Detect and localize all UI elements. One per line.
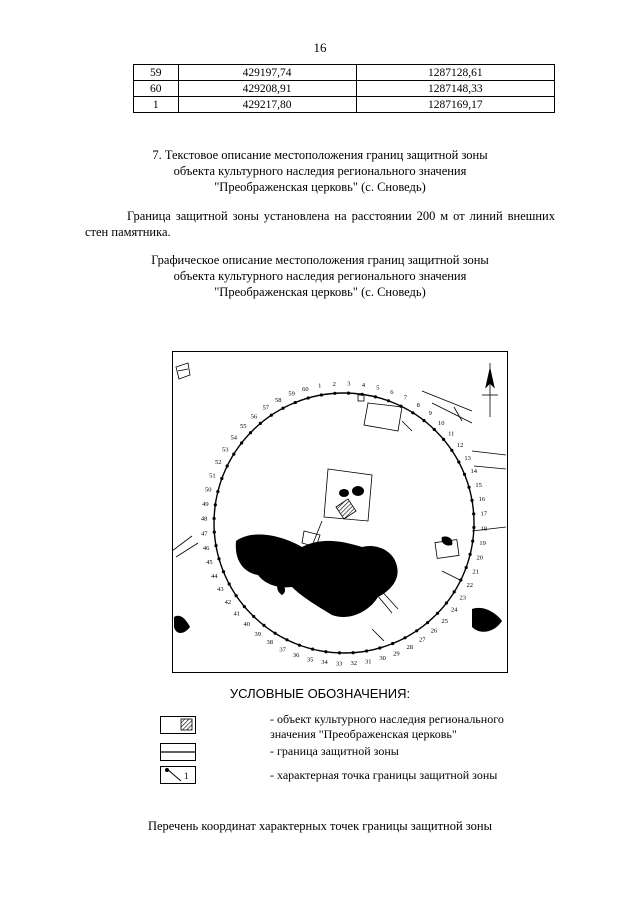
- boundary-point-label: 12: [456, 442, 464, 450]
- boundary-point-label: 41: [233, 610, 241, 618]
- boundary-point-label: 31: [365, 658, 372, 666]
- boundary-point: [214, 544, 217, 547]
- legend-point-label-text: - характерная точка границы защитной зоны: [270, 768, 498, 782]
- boundary-point: [216, 490, 219, 493]
- boundary-point: [453, 590, 456, 593]
- boundary-point-label: 36: [292, 652, 300, 660]
- boundary-point-label: 19: [479, 540, 486, 547]
- boundary-point-label: 18: [480, 525, 488, 533]
- legend-point-symbol: [160, 766, 196, 784]
- boundary-point: [222, 570, 225, 573]
- legend-boundary-symbol: [160, 743, 196, 761]
- legend-heritage-label: [270, 712, 560, 742]
- boundary-point: [232, 453, 235, 456]
- boundary-point: [213, 531, 216, 534]
- boundary-point-label: 1: [318, 382, 322, 390]
- boundary-point-label: 15: [475, 481, 482, 489]
- boundary-point-label: 50: [204, 486, 212, 494]
- boundary-point: [450, 449, 453, 452]
- boundary-point-label: 43: [217, 586, 224, 594]
- boundary-point: [465, 566, 468, 569]
- boundary-point-label: 16: [478, 496, 486, 504]
- boundary-point-label: 7: [403, 394, 408, 402]
- boundary-point-label: 45: [206, 559, 213, 567]
- boundary-point-label: 10: [438, 419, 445, 427]
- boundary-point-label: 14: [470, 468, 478, 476]
- boundary-point-label: 48: [200, 515, 208, 523]
- protection-zone-map: [172, 351, 508, 673]
- boundary-point-label: 8: [416, 401, 420, 409]
- boundary-point-label: 59: [288, 390, 295, 398]
- boundary-point: [270, 414, 273, 417]
- boundary-point-label: 44: [210, 572, 218, 580]
- boundary-point-label: 54: [230, 434, 237, 442]
- boundary-point: [228, 582, 231, 585]
- boundary-point: [352, 651, 355, 654]
- boundary-point-label: 34: [321, 659, 328, 667]
- graphic-description-heading: [0, 252, 640, 300]
- boundary-point: [294, 401, 297, 404]
- boundary-point: [374, 395, 377, 398]
- boundary-point: [433, 428, 436, 431]
- description-paragraph: Граница защитной зоны установлена на расстоянии 200 м от линий внешних стен памятника.: [85, 209, 555, 239]
- boundary-point-label: 25: [441, 617, 448, 625]
- heading-line: "Преображенская церковь" (с. Сноведь): [214, 285, 426, 299]
- boundary-point: [307, 396, 310, 399]
- section-7-heading: [0, 147, 640, 195]
- legend-heritage-symbol: [160, 716, 196, 734]
- boundary-point: [469, 553, 472, 556]
- boundary-point: [445, 601, 448, 604]
- boundary-point-label: 2: [332, 380, 336, 388]
- boundary-point: [333, 392, 336, 395]
- point-number-cell: 59: [134, 65, 179, 81]
- boundary-point-label: 17: [480, 510, 487, 518]
- boundary-point-label: 53: [222, 446, 229, 454]
- boundary-point-label: 9: [428, 410, 432, 418]
- boundary-point-label: 22: [466, 581, 474, 589]
- boundary-point-label: 13: [464, 454, 471, 462]
- boundary-point: [472, 526, 475, 529]
- boundary-point-label: 37: [279, 646, 286, 654]
- boundary-point: [235, 594, 238, 597]
- boundary-point: [298, 644, 301, 647]
- boundary-point: [347, 392, 350, 395]
- boundary-point: [324, 650, 327, 653]
- x-coordinate-cell: 429208,91: [178, 81, 356, 97]
- boundary-point-label: 39: [254, 630, 262, 638]
- y-coordinate-cell: 1287148,33: [356, 81, 554, 97]
- boundary-point: [285, 638, 288, 641]
- boundary-point: [391, 642, 394, 645]
- boundary-point-label: 29: [393, 650, 400, 658]
- boundary-point: [472, 512, 475, 515]
- boundary-point: [338, 651, 341, 654]
- heading-line: объекта культурного наследия регионального значения: [173, 164, 467, 178]
- boundary-point: [240, 441, 243, 444]
- boundary-point: [217, 557, 220, 560]
- boundary-point: [442, 438, 445, 441]
- boundary-point-label: 23: [459, 594, 466, 602]
- boundary-point-label: 32: [350, 660, 358, 668]
- boundary-point-label: 30: [379, 655, 386, 663]
- boundary-point: [213, 517, 216, 520]
- boundary-point: [422, 419, 425, 422]
- boundary-point: [243, 605, 246, 608]
- boundary-point: [320, 393, 323, 396]
- boundary-point-label: 20: [476, 554, 484, 562]
- boundary-point: [281, 407, 284, 410]
- table-row: [134, 97, 555, 113]
- boundary-point-label: 55: [240, 423, 247, 431]
- boundary-point: [252, 615, 255, 618]
- boundary-point-label: 38: [266, 639, 274, 647]
- boundary-point: [457, 460, 460, 463]
- boundary-point: [361, 393, 364, 396]
- boundary-point: [259, 422, 262, 425]
- point-number-cell: 1: [134, 97, 179, 113]
- y-coordinate-cell: 1287128,61: [356, 65, 554, 81]
- boundary-point: [463, 473, 466, 476]
- heading-line: 7. Текстовое описание местоположения границ защитной зоны: [152, 148, 488, 162]
- y-coordinate-cell: 1287169,17: [356, 97, 554, 113]
- boundary-point: [471, 540, 474, 543]
- x-coordinate-cell: 429197,74: [178, 65, 356, 81]
- boundary-point: [470, 499, 473, 502]
- x-coordinate-cell: 429217,80: [178, 97, 356, 113]
- table-row: [134, 81, 555, 97]
- boundary-point: [399, 405, 402, 408]
- boundary-point-label: 21: [472, 568, 479, 576]
- legend-text-line: - объект культурного наследия регионального: [270, 712, 504, 726]
- boundary-point-label: 56: [250, 413, 258, 421]
- boundary-point-label: 58: [275, 396, 282, 404]
- boundary-point-label: 5: [376, 384, 380, 392]
- boundary-point: [467, 486, 470, 489]
- boundary-point: [411, 411, 414, 414]
- boundary-point-label: 35: [306, 656, 314, 664]
- boundary-point-label: 26: [430, 627, 438, 635]
- boundary-point: [262, 624, 265, 627]
- boundary-point: [426, 621, 429, 624]
- boundary-point-label: 3: [347, 380, 351, 388]
- legend-point-label: 1: [184, 771, 189, 781]
- boundary-point-label: 27: [419, 636, 426, 644]
- legend-title: УСЛОВНЫЕ ОБОЗНАЧЕНИЯ:: [229, 686, 411, 701]
- boundary-point-label: 28: [406, 644, 413, 652]
- boundary-point: [378, 646, 381, 649]
- boundary-point-label: 24: [451, 606, 458, 614]
- boundary-point: [403, 636, 406, 639]
- boundary-point-label: 60: [302, 385, 309, 393]
- boundary-point: [387, 399, 390, 402]
- heading-line: "Преображенская церковь" (с. Сноведь): [214, 180, 426, 194]
- table-row: [134, 65, 555, 81]
- heading-line: объекта культурного наследия регионального значения: [173, 269, 467, 283]
- boundary-point: [436, 612, 439, 615]
- boundary-point: [311, 648, 314, 651]
- boundary-point-label: 52: [214, 459, 222, 467]
- point-number-cell: 60: [134, 81, 179, 97]
- boundary-point: [214, 503, 217, 506]
- boundary-point: [220, 477, 223, 480]
- boundary-point: [226, 464, 229, 467]
- boundary-point-label: 6: [390, 388, 394, 396]
- boundary-point-label: 51: [209, 472, 216, 480]
- heading-line: Графическое описание местоположения границ защитной зоны: [151, 253, 489, 267]
- boundary-point: [249, 431, 252, 434]
- boundary-point-label: 49: [202, 501, 209, 508]
- boundary-point-label: 47: [201, 530, 208, 538]
- boundary-point: [274, 632, 277, 635]
- coordinates-list-caption: Перечень координат характерных точек границы защитной зоны: [147, 819, 493, 833]
- boundary-point-label: 40: [243, 621, 250, 629]
- legend-boundary-label: - граница защитной зоны: [270, 744, 399, 758]
- legend-text-line: значения "Преображенская церковь": [270, 727, 457, 741]
- boundary-point-label: 33: [335, 660, 343, 668]
- boundary-point: [365, 649, 368, 652]
- coordinates-table: [133, 64, 555, 113]
- boundary-point-label: 42: [224, 598, 232, 606]
- boundary-point-label: 4: [361, 381, 366, 389]
- boundary-point-label: 46: [202, 544, 210, 552]
- boundary-point: [459, 578, 462, 581]
- boundary-point-label: 11: [448, 430, 455, 438]
- boundary-point-label: 57: [262, 404, 269, 412]
- page-number: 16: [313, 40, 327, 55]
- boundary-point: [415, 629, 418, 632]
